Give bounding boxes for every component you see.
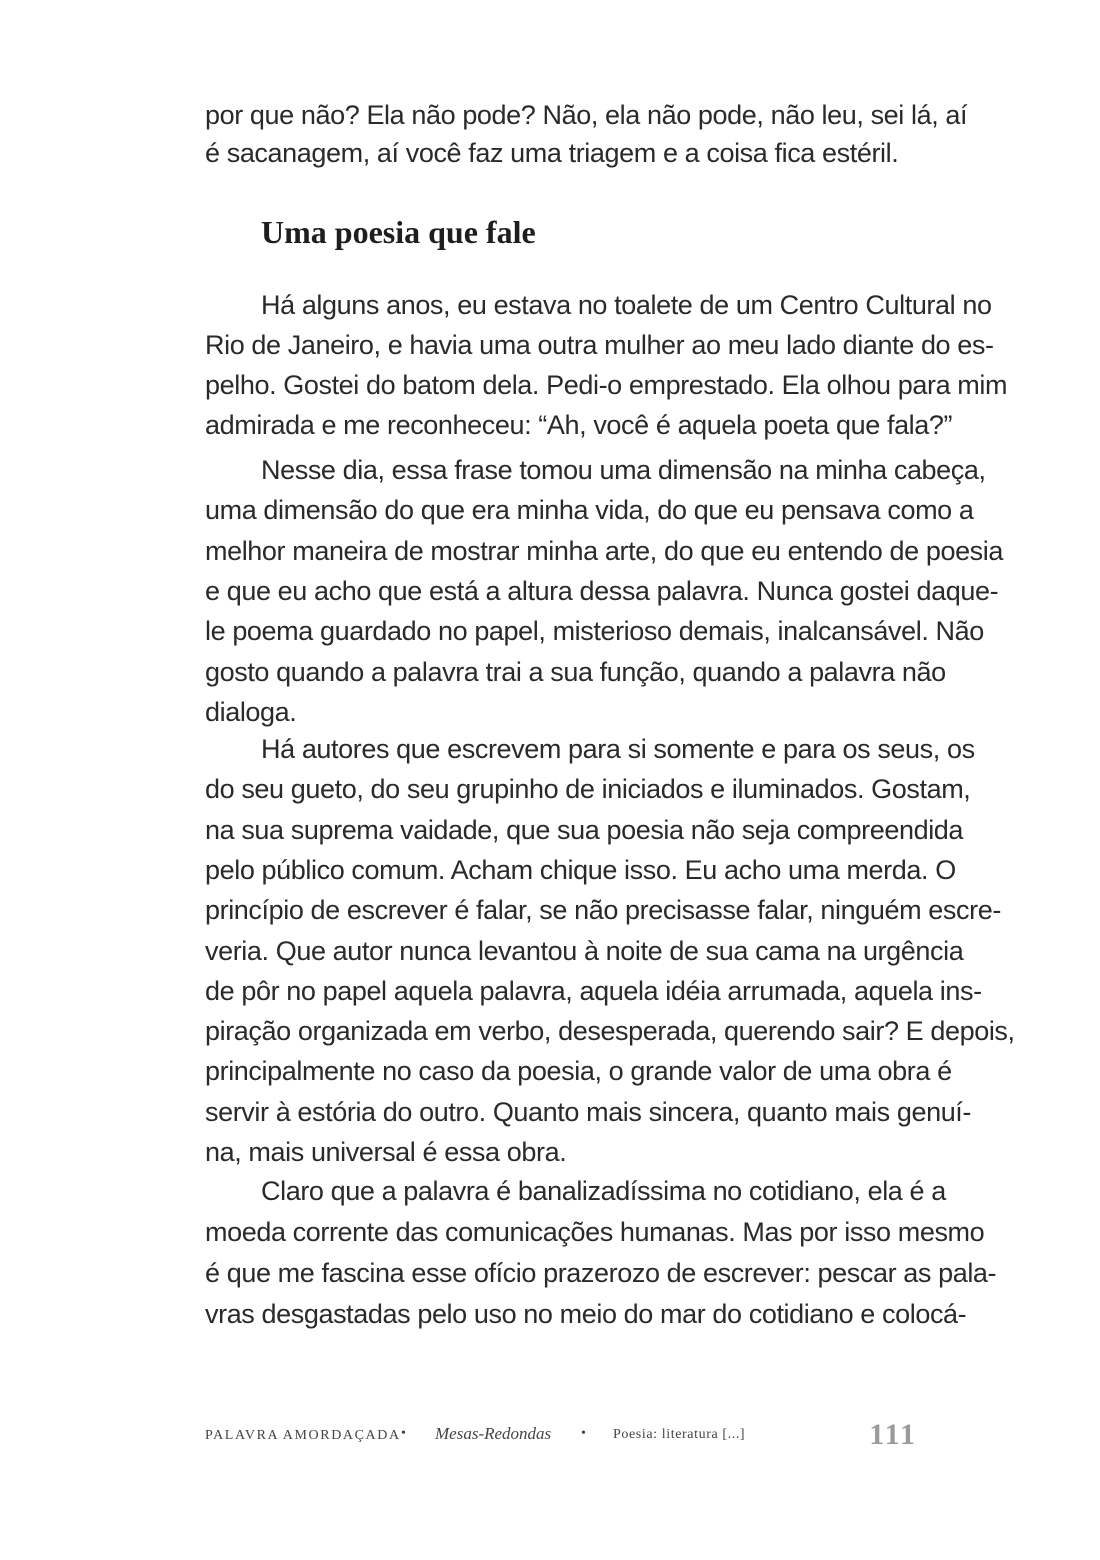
text-line: principalmente no caso da poesia, o grande valor de uma obra é	[205, 1056, 952, 1087]
text-line: é sacanagem, aí você faz uma triagem e a coisa fica estéril.	[205, 138, 899, 168]
footer-section: Mesas-Redondas	[435, 1424, 552, 1443]
text-line: uma dimensão do que era minha vida, do que eu pensava como a	[205, 495, 974, 526]
text-line: e que eu acho que está a altura dessa palavra. Nunca gostei daque-	[205, 575, 999, 606]
text-line: Rio de Janeiro, e havia uma outra mulher ao meu lado diante do es-	[205, 330, 994, 360]
footer-book-title: PALAVRA AMORDAÇADA	[205, 1428, 401, 1443]
text-line: pelho. Gostei do batom dela. Pedi-o emprestado. Ela olhou para mim	[205, 370, 1008, 400]
footer-bullet: •	[581, 1426, 586, 1441]
text-line: admirada e me reconheceu: “Ah, você é aquela poeta que fala?”	[205, 410, 953, 440]
text-line: gosto quando a palavra trai a sua função, quando a palavra não	[205, 656, 946, 687]
text-line: veria. Que autor nunca levantou à noite de sua cama na urgência	[205, 935, 964, 966]
footer-bullet: •	[401, 1426, 406, 1441]
text-line: moeda corrente das comunicações humanas. Mas por isso mesmo	[205, 1217, 985, 1247]
page-number: 111	[869, 1418, 917, 1451]
text-line: dialoga.	[205, 696, 297, 727]
text-line: vras desgastadas pelo uso no meio do mar do cotidiano e colocá-	[205, 1299, 967, 1329]
text-line: na, mais universal é essa obra.	[205, 1137, 567, 1167]
text-line: piração organizada em verbo, desesperada, querendo sair? E depois,	[205, 1016, 1015, 1047]
text-line: Nesse dia, essa frase tomou uma dimensão na minha cabeça,	[261, 455, 986, 485]
text-line: pelo público comum. Acham chique isso. Eu acho uma merda. O	[205, 854, 956, 885]
text-line: Claro que a palavra é banalizadíssima no cotidiano, ela é a	[261, 1176, 946, 1206]
text-line: le poema guardado no papel, misterioso demais, inalcansável. Não	[205, 616, 984, 647]
text-line: Há autores que escrevem para si somente e para os seus, os	[261, 734, 975, 764]
section-heading: Uma poesia que fale	[261, 214, 536, 250]
text-line: do seu gueto, do seu grupinho de iniciados e iluminados. Gostam,	[205, 774, 971, 805]
text-line: de pôr no papel aquela palavra, aquela idéia arrumada, aquela ins-	[205, 975, 982, 1006]
text-line: na sua suprema vaidade, que sua poesia não seja compreendida	[205, 814, 964, 845]
text-line: princípio de escrever é falar, se não precisasse falar, ninguém escre-	[205, 895, 1001, 926]
running-footer	[205, 1418, 917, 1458]
text-line: Há alguns anos, eu estava no toalete de um Centro Cultural no	[261, 290, 992, 320]
text-line: por que não? Ela não pode? Não, ela não pode, não leu, sei lá, aí	[205, 100, 968, 130]
text-line: melhor maneira de mostrar minha arte, do que eu entendo de poesia	[205, 535, 1004, 566]
text-line: é que me fascina esse ofício prazerozo de escrever: pescar as pala-	[205, 1258, 997, 1288]
text-line: servir à estória do outro. Quanto mais sincera, quanto mais genuí-	[205, 1096, 972, 1127]
footer-topic: Poesia: literatura [...]	[613, 1427, 746, 1442]
